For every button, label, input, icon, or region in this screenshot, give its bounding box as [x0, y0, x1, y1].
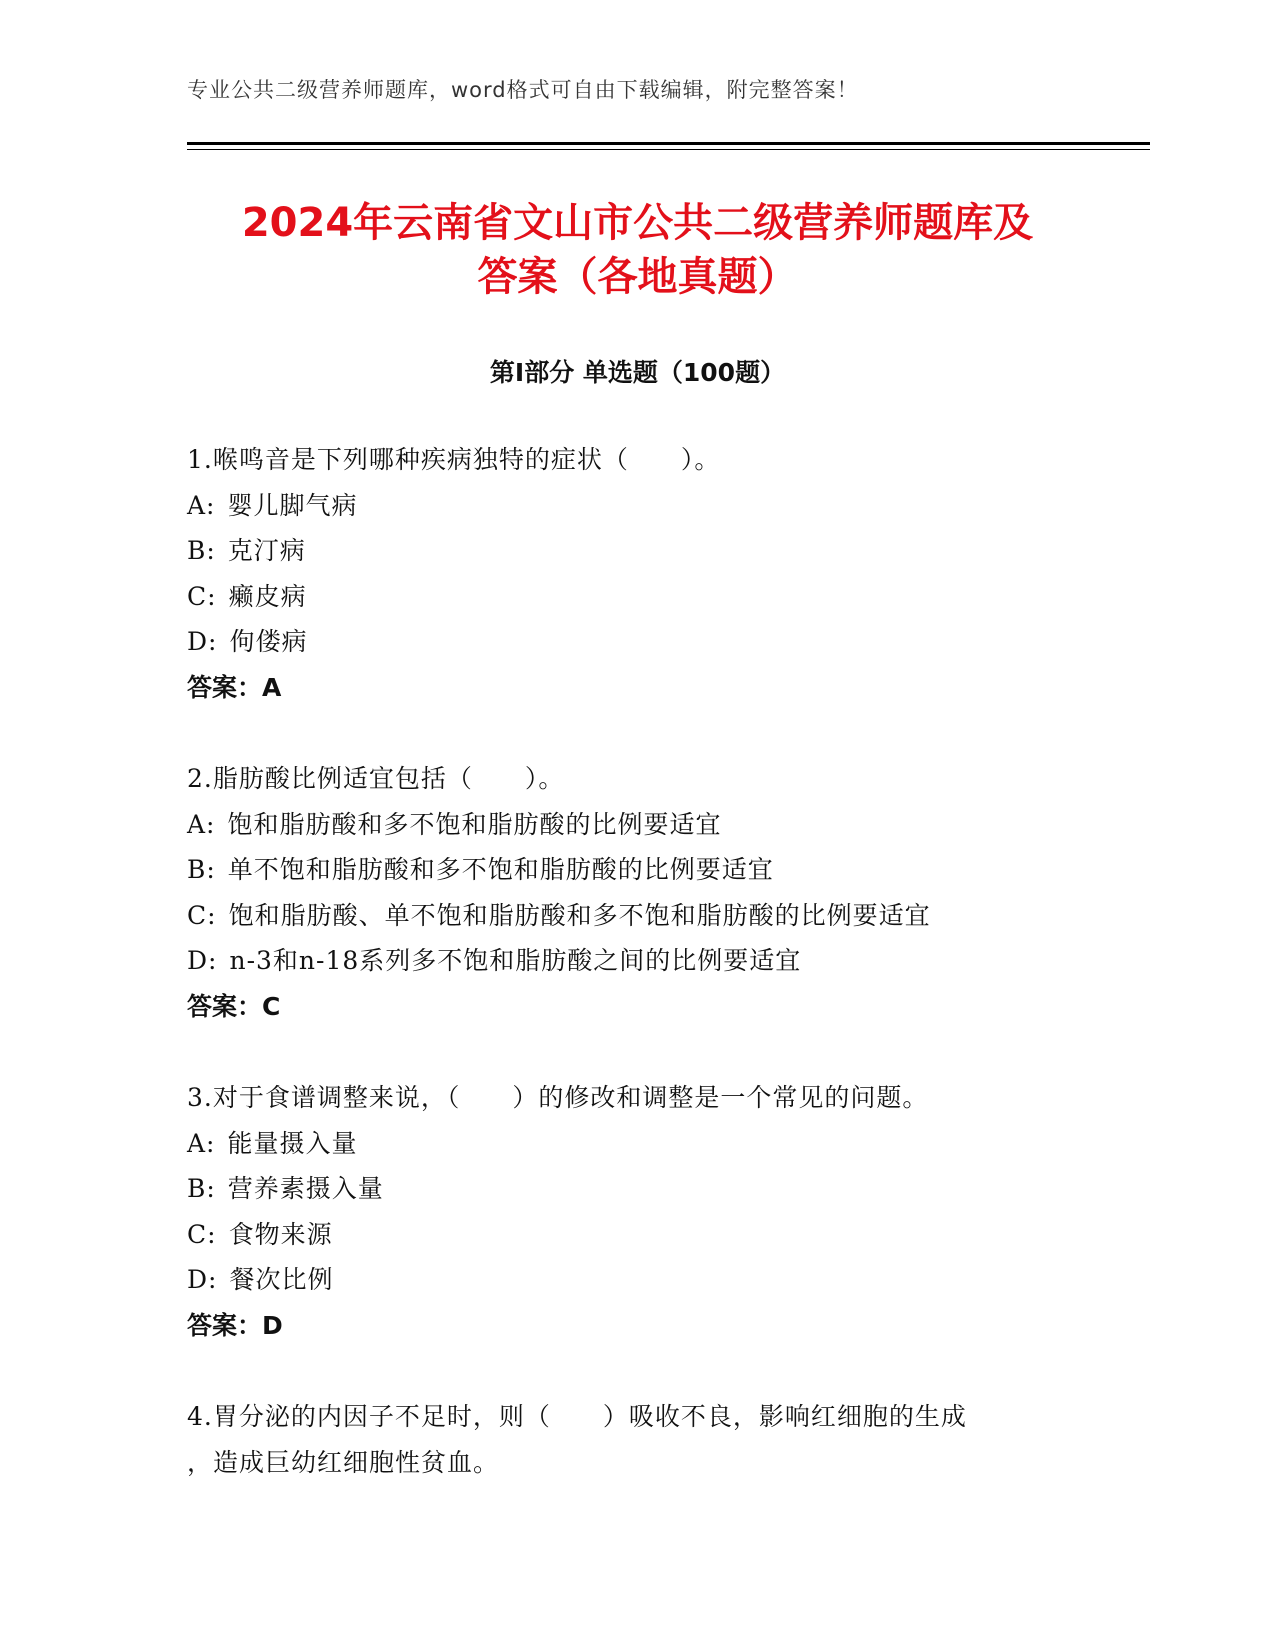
- section-title: 第I部分 单选题（100题）: [489, 358, 786, 387]
- question-4: [187, 1394, 1087, 1485]
- option-d: [187, 938, 1087, 984]
- option-letter: D:: [187, 946, 218, 975]
- option-text: 饱和脂肪酸和多不饱和脂肪酸的比例要适宜: [227, 809, 722, 839]
- option-b: [187, 847, 1087, 893]
- option-letter: C:: [187, 900, 217, 930]
- answer: 答案：A: [187, 672, 282, 702]
- option-text: 佝偻病: [229, 627, 308, 656]
- option-b: [187, 528, 1087, 574]
- option-letter: C:: [187, 1219, 217, 1249]
- option-text: 食物来源: [228, 1219, 333, 1249]
- question-stem-line-2: ，造成巨幼红细胞性贫血。: [187, 1447, 500, 1477]
- option-text: 餐次比例: [229, 1265, 334, 1294]
- option-letter: A:: [187, 809, 216, 839]
- document-title: [140, 196, 1135, 304]
- option-letter: B:: [187, 536, 216, 565]
- option-d: [187, 619, 1087, 665]
- header-note: 专业公共二级营养师题库，word格式可自由下载编辑，附完整答案！: [187, 78, 859, 102]
- header-rule-thick: [187, 142, 1150, 145]
- option-letter: B:: [187, 1174, 216, 1203]
- option-text: 克汀病: [227, 536, 306, 565]
- answer: 答案：C: [187, 991, 281, 1021]
- option-c: [187, 893, 1087, 939]
- question-stem-line-1: 4.胃分泌的内因子不足时，则（ ）吸收不良，影响红细胞的生成: [187, 1402, 967, 1431]
- option-letter: D:: [187, 1265, 218, 1294]
- option-b: [187, 1166, 1087, 1212]
- option-a: [187, 483, 1087, 529]
- option-c: [187, 574, 1087, 620]
- question-list: [187, 437, 1087, 1531]
- title-line-1: 2024年云南省文山市公共二级营养师题库及: [241, 200, 1034, 246]
- question-stem: 1.喉鸣音是下列哪种疾病独特的症状（ ）。: [187, 445, 721, 474]
- option-text: 单不饱和脂肪酸和多不饱和脂肪酸的比例要适宜: [227, 855, 774, 884]
- option-text: 婴儿脚气病: [227, 490, 358, 520]
- option-letter: C:: [187, 581, 217, 611]
- answer: 答案：D: [187, 1310, 283, 1340]
- header-rule-thin: [187, 149, 1150, 150]
- question-2: [187, 756, 1087, 1029]
- option-letter: A:: [187, 1128, 216, 1158]
- question-stem: 2.脂肪酸比例适宜包括（ ）。: [187, 764, 565, 793]
- option-text: 饱和脂肪酸、单不饱和脂肪酸和多不饱和脂肪酸的比例要适宜: [228, 900, 931, 930]
- option-letter: A:: [187, 490, 216, 520]
- option-c: [187, 1212, 1087, 1258]
- option-text: 能量摄入量: [227, 1128, 358, 1158]
- option-text: n-3和n-18系列多不饱和脂肪酸之间的比例要适宜: [229, 946, 802, 975]
- option-text: 营养素摄入量: [227, 1174, 384, 1203]
- question-1: [187, 437, 1087, 710]
- option-text: 癞皮病: [228, 581, 307, 611]
- question-stem: 3.对于食谱调整来说，（ ）的修改和调整是一个常见的问题。: [187, 1083, 929, 1112]
- title-line-2: 答案（各地真题）: [477, 254, 798, 300]
- option-a: [187, 1121, 1087, 1167]
- option-letter: B:: [187, 855, 216, 884]
- option-d: [187, 1257, 1087, 1303]
- option-a: [187, 802, 1087, 848]
- option-letter: D:: [187, 627, 218, 656]
- question-3: [187, 1075, 1087, 1348]
